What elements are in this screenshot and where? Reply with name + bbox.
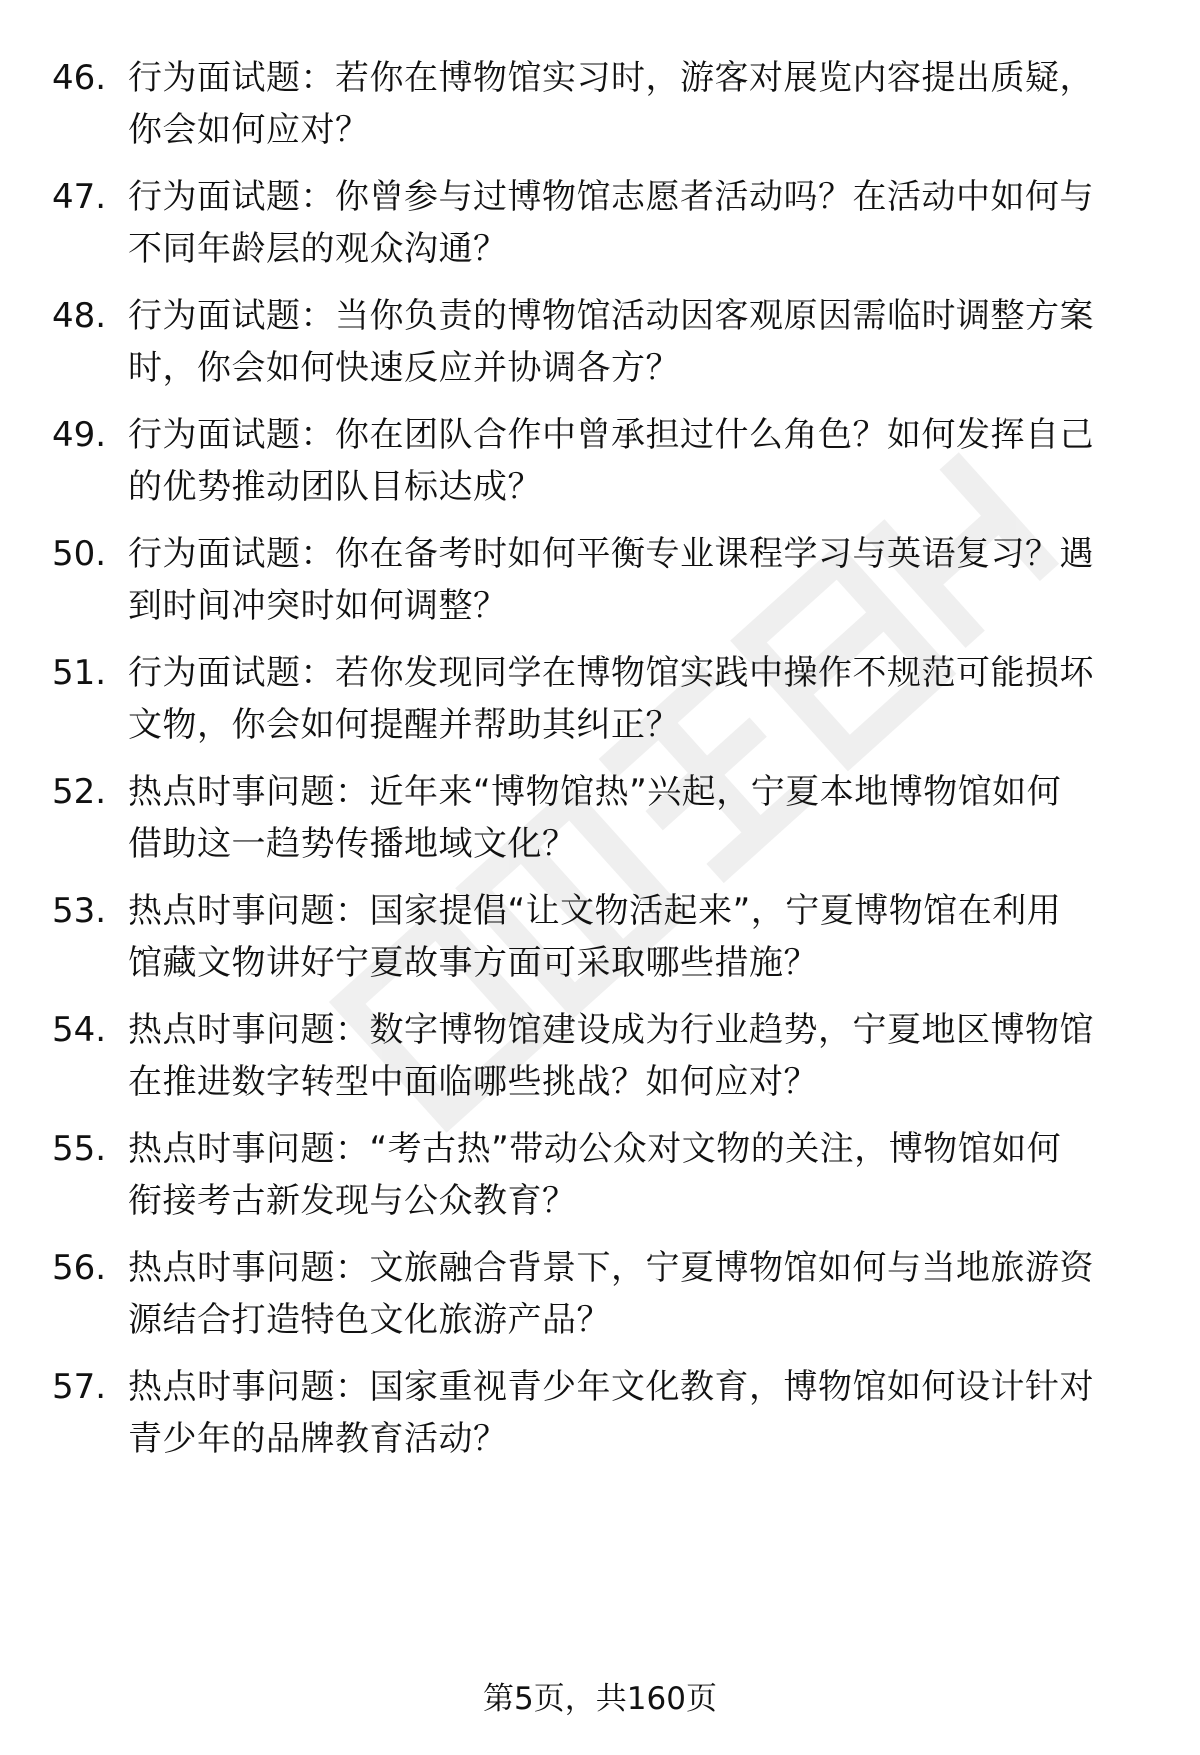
question-item — [0, 766, 1200, 876]
question-text — [128, 1242, 1148, 1346]
question-text-line: 源结合打造特色文化旅游产品？ — [128, 1300, 611, 1340]
question-text — [128, 766, 1148, 870]
question-text-line: 行为面试题：你在团队合作中曾承担过什么角色？如何发挥自己 — [128, 415, 1094, 455]
question-text-line: 青少年的品牌教育活动？ — [128, 1419, 508, 1459]
question-number: 54. — [52, 1010, 107, 1050]
question-number: 47. — [52, 177, 107, 217]
question-text — [128, 52, 1148, 156]
question-text — [128, 1361, 1148, 1465]
question-number: 49. — [52, 415, 107, 455]
question-text — [128, 528, 1148, 632]
question-text — [128, 885, 1148, 989]
question-text-line: 馆藏文物讲好宁夏故事方面可采取哪些措施？ — [128, 943, 818, 983]
question-text-line: 文物，你会如何提醒并帮助其纠正？ — [128, 705, 680, 745]
question-text-line: 到时间冲突时如何调整？ — [128, 586, 508, 626]
question-text-line: 的优势推动团队目标达成？ — [128, 467, 542, 507]
question-item — [0, 1242, 1200, 1352]
question-text-line: 热点时事问题：文旅融合背景下，宁夏博物馆如何与当地旅游资 — [128, 1248, 1094, 1288]
page-footer: 第5页，共160页 — [483, 1681, 717, 1717]
question-text-line: 热点时事问题：数字博物馆建设成为行业趋势，宁夏地区博物馆 — [128, 1010, 1094, 1050]
question-text-line: 时，你会如何快速反应并协调各方？ — [128, 348, 680, 388]
question-text-line: 你会如何应对？ — [128, 110, 370, 150]
question-text — [128, 290, 1148, 394]
question-text-line: 热点时事问题：国家重视青少年文化教育，博物馆如何设计针对 — [128, 1367, 1094, 1407]
question-text-line: 借助这一趋势传播地域文化？ — [128, 824, 577, 864]
question-number: 46. — [52, 58, 107, 98]
question-number: 50. — [52, 534, 107, 574]
question-text-line: 热点时事问题：国家提倡“让文物活起来”，宁夏博物馆在利用 — [128, 891, 1062, 931]
question-text — [128, 1123, 1148, 1227]
question-item — [0, 171, 1200, 281]
question-text — [128, 647, 1148, 751]
question-text-line: 衔接考古新发现与公众教育？ — [128, 1181, 577, 1221]
question-item — [0, 885, 1200, 995]
question-item — [0, 1123, 1200, 1233]
question-text-line: 行为面试题：若你在博物馆实习时，游客对展览内容提出质疑， — [128, 58, 1094, 98]
question-text-line: 在推进数字转型中面临哪些挑战？如何应对？ — [128, 1062, 818, 1102]
question-number: 57. — [52, 1367, 107, 1407]
question-text-line: 行为面试题：当你负责的博物馆活动因客观原因需临时调整方案 — [128, 296, 1094, 336]
question-item — [0, 647, 1200, 757]
question-text-line: 行为面试题：你在备考时如何平衡专业课程学习与英语复习？遇 — [128, 534, 1094, 574]
question-text — [128, 409, 1148, 513]
question-text-line: 热点时事问题：近年来“博物馆热”兴起，宁夏本地博物馆如何 — [128, 772, 1062, 812]
question-number: 52. — [52, 772, 107, 812]
question-item — [0, 1361, 1200, 1471]
question-item — [0, 409, 1200, 519]
question-number: 48. — [52, 296, 107, 336]
question-text — [128, 171, 1148, 275]
question-number: 56. — [52, 1248, 107, 1288]
question-text-line: 热点时事问题：“考古热”带动公众对文物的关注，博物馆如何 — [128, 1129, 1062, 1169]
question-item — [0, 528, 1200, 638]
question-number: 53. — [52, 891, 107, 931]
question-text-line: 行为面试题：你曾参与过博物馆志愿者活动吗？在活动中如何与 — [128, 177, 1094, 217]
question-number: 55. — [52, 1129, 107, 1169]
question-text-line: 不同年龄层的观众沟通？ — [128, 229, 508, 269]
question-item — [0, 52, 1200, 162]
question-item — [0, 290, 1200, 400]
question-text-line: 行为面试题：若你发现同学在博物馆实践中操作不规范可能损坏 — [128, 653, 1094, 693]
question-text — [128, 1004, 1148, 1108]
question-number: 51. — [52, 653, 107, 693]
question-item — [0, 1004, 1200, 1114]
